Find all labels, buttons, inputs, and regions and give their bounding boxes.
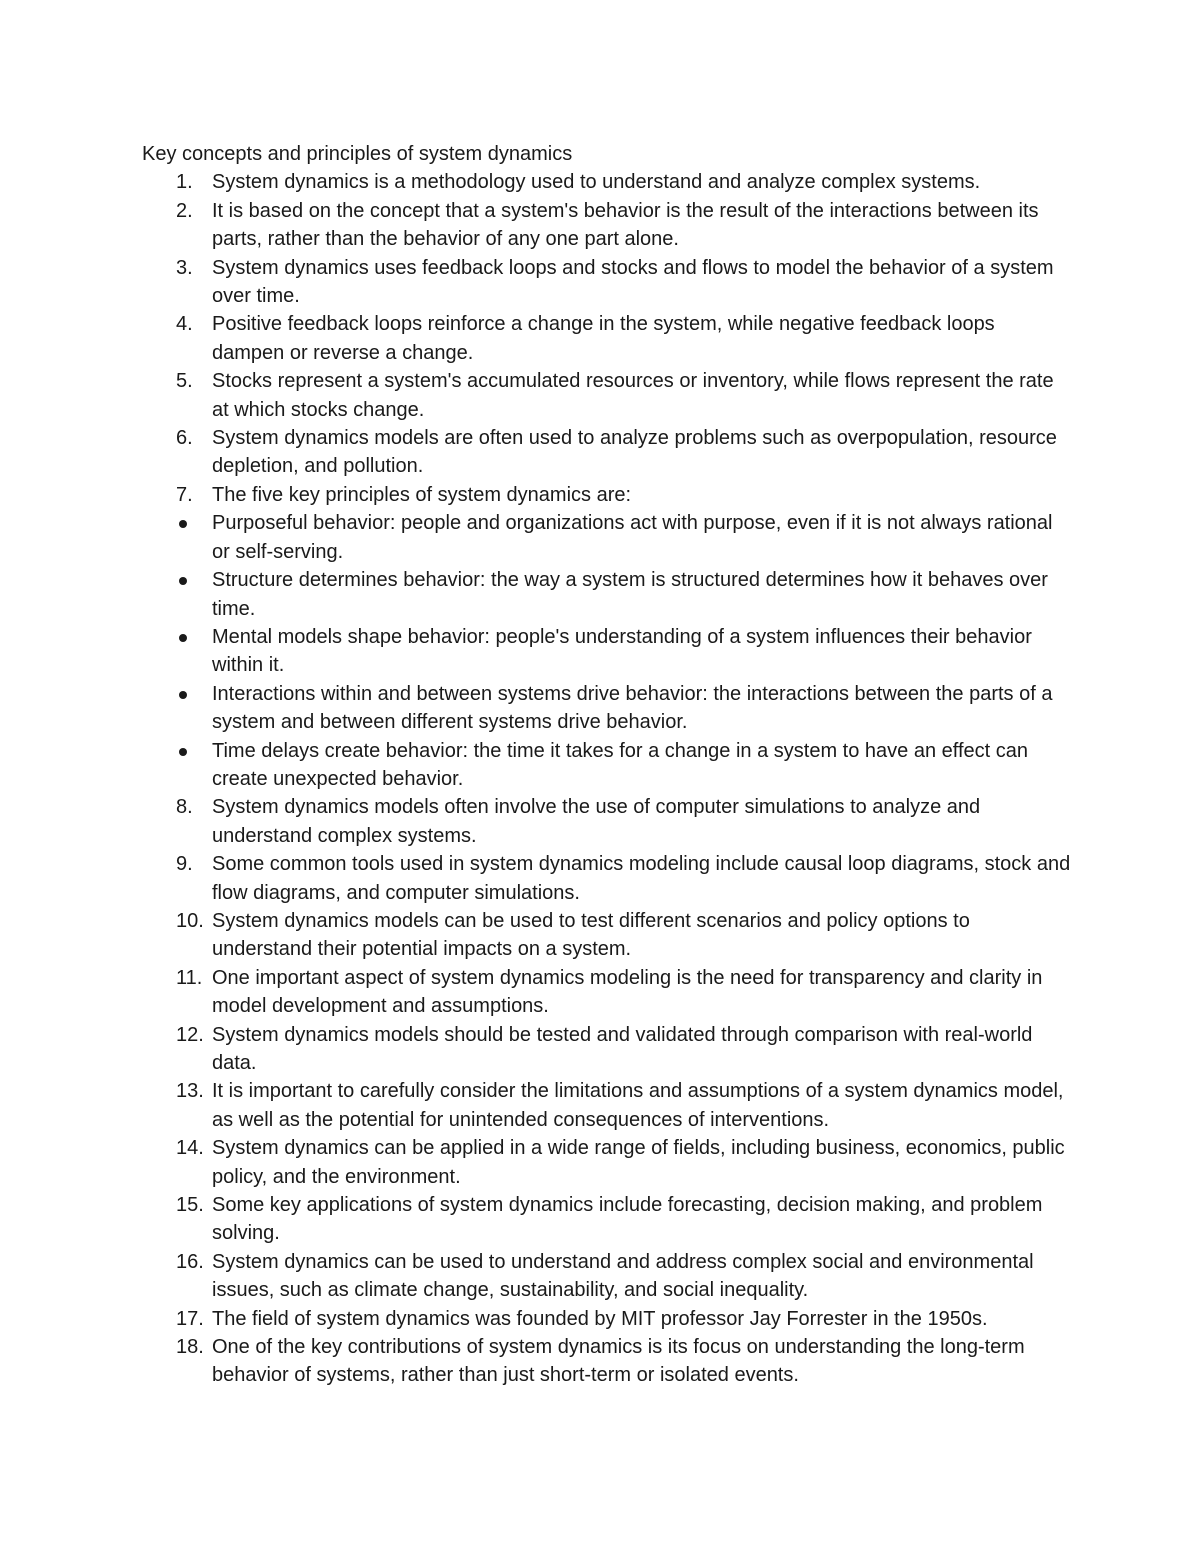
- bullet-icon: [179, 748, 187, 756]
- list-item-text: One important aspect of system dynamics modeling is the need for transparency and clarity in model development and assumptions.: [212, 966, 1043, 1018]
- list-item-text: Structure determines behavior: the way a system is structured determines how it behaves over time.: [212, 569, 1048, 620]
- list-item-text: System dynamics models can be used to test different scenarios and policy options to understand their potential impacts on a system.: [212, 909, 970, 961]
- list-item-number: 2.: [176, 199, 193, 222]
- list-item-text: System dynamics uses feedback loops and stocks and flows to model the behavior of a system over time.: [212, 256, 1054, 308]
- list-item-number: 8.: [176, 796, 193, 819]
- numbered-list-item: [142, 424, 1072, 481]
- list-item-number: 4.: [176, 313, 193, 336]
- bullet-icon: [179, 634, 187, 642]
- list-item-text: System dynamics can be applied in a wide range of fields, including business, economics, public policy, and the environment.: [212, 1137, 1065, 1188]
- numbered-list-item: [142, 1021, 1072, 1078]
- list-item-text: The five key principles of system dynamics are:: [212, 483, 632, 506]
- list-item-text: System dynamics models are often used to analyze problems such as overpopulation, resource depletion, and pollution.: [212, 427, 1057, 478]
- page-title: Key concepts and principles of system dynamics: [142, 143, 573, 165]
- list-item-number: 7.: [176, 483, 193, 506]
- list-item-text: It is important to carefully consider the limitations and assumptions of a system dynamics model, as well as the potential for unintended consequences of interventions.: [212, 1080, 1064, 1131]
- numbered-list-item: [142, 481, 1072, 509]
- list-item-text: System dynamics can be used to understand and address complex social and environmental issues, such as climate change, sustainability, and social inequality.: [212, 1250, 1034, 1302]
- list-item-number: 14.: [176, 1137, 204, 1160]
- list-item-text: One of the key contributions of system dynamics is its focus on understanding the long-term behavior of systems, rather than just short-term or isolated events.: [212, 1336, 1025, 1387]
- numbered-list-item: [142, 964, 1072, 1021]
- numbered-list-item: [142, 1333, 1072, 1390]
- list-item-text: Positive feedback loops reinforce a change in the system, while negative feedback loops dampen or reverse a change.: [212, 313, 995, 364]
- bullet-list-item: [142, 566, 1072, 623]
- numbered-list-item: [142, 1248, 1072, 1305]
- list-item-text: Purposeful behavior: people and organizations act with purpose, even if it is not always rational or self-serving.: [212, 512, 1053, 563]
- list-item-text: System dynamics is a methodology used to understand and analyze complex systems.: [212, 171, 981, 194]
- numbered-list-item: [142, 850, 1072, 907]
- list-item-text: Some key applications of system dynamics include forecasting, decision making, and problem solving.: [212, 1194, 1043, 1245]
- list-item-number: 16.: [176, 1250, 204, 1273]
- list-item-number: 6.: [176, 427, 193, 450]
- list-item-number: 3.: [176, 256, 193, 279]
- bullet-list-item: [142, 509, 1072, 566]
- numbered-list-item: [142, 1305, 1072, 1333]
- bullet-icon: [179, 520, 187, 528]
- numbered-list-item: [142, 1077, 1072, 1134]
- document-body: [142, 140, 1072, 1390]
- list-item-text: The field of system dynamics was founded by MIT professor Jay Forrester in the 1950s.: [212, 1307, 988, 1330]
- list-item-number: 1.: [176, 171, 193, 194]
- list-item-number: 12.: [176, 1023, 204, 1046]
- list-item-number: 5.: [176, 370, 193, 393]
- list-item-number: 17.: [176, 1307, 204, 1330]
- numbered-list-item: [142, 254, 1072, 311]
- list-item-number: 10.: [176, 909, 204, 932]
- list-item-number: 15.: [176, 1194, 204, 1217]
- numbered-list-item: [142, 367, 1072, 424]
- numbered-list-item: [142, 907, 1072, 964]
- list-item-text: It is based on the concept that a system's behavior is the result of the interactions between its parts, rather than the behavior of any one part alone.: [212, 199, 1039, 251]
- numbered-list-item: [142, 168, 1072, 196]
- list-item-text: Time delays create behavior: the time it takes for a change in a system to have an effect can create unexpected behavior.: [212, 739, 1028, 790]
- numbered-list-item: [142, 793, 1072, 850]
- list-item-number: 11.: [176, 966, 203, 989]
- bullet-list-item: [142, 623, 1072, 680]
- bullet-icon: [179, 691, 187, 699]
- list-item-number: 18.: [176, 1336, 204, 1359]
- list-item-text: System dynamics models often involve the use of computer simulations to analyze and understand complex systems.: [212, 796, 981, 847]
- numbered-list-item: [142, 1191, 1072, 1248]
- bullet-list-item: [142, 680, 1072, 737]
- numbered-list-item: [142, 310, 1072, 367]
- bullet-icon: [179, 577, 187, 585]
- list-item-number: 13.: [176, 1080, 204, 1103]
- list-item-text: System dynamics models should be tested and validated through comparison with real-world data.: [212, 1023, 1033, 1074]
- list-item-number: 9.: [176, 853, 193, 876]
- numbered-list-item: [142, 197, 1072, 254]
- concept-list: [142, 168, 1072, 1389]
- list-item-text: Stocks represent a system's accumulated resources or inventory, while flows represent the rate at which stocks change.: [212, 370, 1054, 421]
- bullet-list-item: [142, 737, 1072, 794]
- list-item-text: Mental models shape behavior: people's understanding of a system influences their behavior within it.: [212, 625, 1032, 677]
- list-item-text: Some common tools used in system dynamics modeling include causal loop diagrams, stock and flow diagrams, and computer simulations.: [212, 853, 1071, 904]
- list-item-text: Interactions within and between systems drive behavior: the interactions between the parts of a system and between different systems drive behavior.: [212, 682, 1053, 734]
- numbered-list-item: [142, 1134, 1072, 1191]
